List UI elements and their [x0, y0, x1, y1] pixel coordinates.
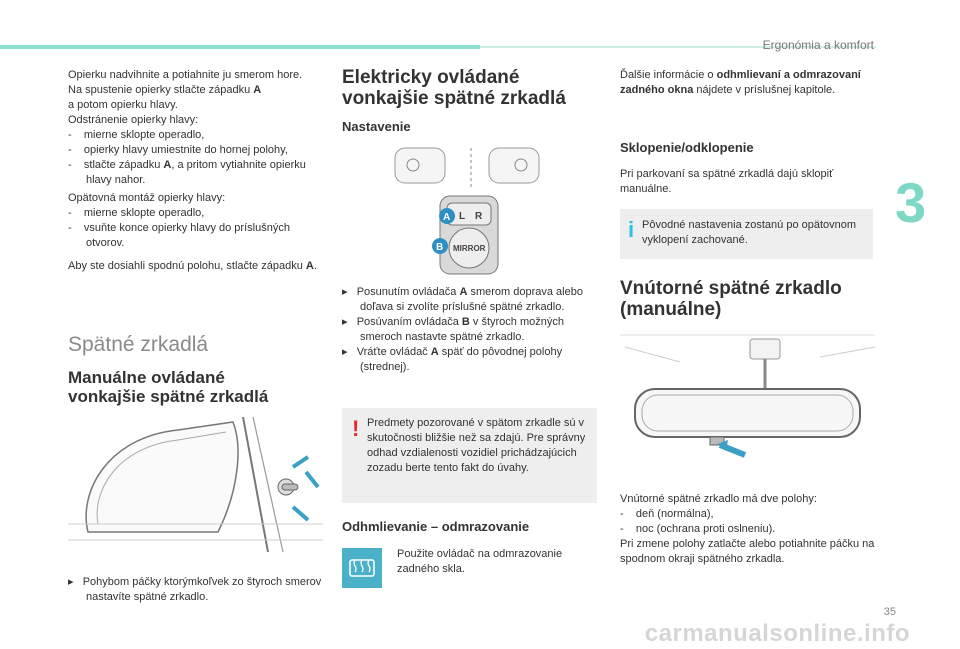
inner-mirror-text: Vnútorné spätné zrkadlo má dve polohy: - deň (normálna), - noc (ochrana proti oslneniu). Pri zmene polohy zatlačte alebo potiahnite páčku na spodnom okraji spätného zrkadla.	[620, 493, 875, 565]
more-info: Ďalšie informácie o odhmlievaní a odmrazovaní zadného okna nájdete v príslušnej kapitole.	[620, 69, 861, 96]
info-box: i Pôvodné nastavenia zostanú po opätovnom vyklopení zachované.	[620, 209, 873, 259]
svg-text:R: R	[475, 211, 483, 222]
section-header: Ergonómia a komfort	[762, 38, 874, 52]
svg-text:MIRROR: MIRROR	[453, 244, 486, 253]
fold-title: Sklopenie/odklopenie	[620, 140, 754, 155]
svg-text:L: L	[459, 211, 466, 222]
bullet-arrow-icon: ▸	[68, 576, 74, 588]
electric-mirror-steps: ▸ Posunutím ovládača A smerom doprava alebo doľava si zvolíte príslušné spätné zrkadlo. ▸ Posúvaním ovládača B v štyroch možných smeroch nastavte spätné zrkadlo. ▸ Vráťte ovládač A späť do pôvodnej polohy (strednej).	[342, 286, 583, 373]
watermark: carmanualsonline.info	[644, 620, 910, 647]
manual-mirror-title: Manuálne ovládané vonkajšie spätné zrkadlá	[68, 368, 269, 406]
headrest-instructions: Opierku nadvihnite a potiahnite ju smerom hore. Na spustenie opierky stlačte západku A a potom opierku hlavy. Odstránenie opierky hlavy: - mierne sklopte operadlo, - opierky hlavy umiestnite do hornej polohy, - stlačte západku A, a pritom vytiahnite opierku hlavy nahor. Opätovná montáž opierky hlavy: - mierne sklopte operadlo, - vsuňte konce opierky hlavy do príslušných otvorov. Aby ste dosiahli spodnú polohu, stlačte západku A.	[68, 69, 317, 272]
header-accent-bar	[0, 45, 480, 49]
warning-box: ! Predmety pozorované v spätom zrkadle sú v skutočnosti bližšie než sa zdajú. Pre správny odhad vzdialenosti vozidiel prichádzajúcich zozadu berte tento fakt do úvahy.	[342, 408, 597, 503]
defrost-title: Odhmlievanie – odmrazovanie	[342, 519, 530, 534]
svg-text:B: B	[436, 242, 444, 253]
rear-defrost-icon	[342, 548, 382, 588]
electric-mirror-title: Elektricky ovládané vonkajšie spätné zrkadlá	[342, 67, 566, 109]
manual-mirror-illustration	[68, 412, 323, 567]
bullet-arrow-icon: ▸	[342, 286, 348, 298]
inner-mirror-illustration	[620, 327, 875, 482]
settings-subtitle: Nastavenie	[342, 119, 411, 134]
inner-mirror-title: Vnútorné spätné zrkadlo (manuálne)	[620, 278, 842, 320]
bullet-arrow-icon: ▸	[342, 346, 348, 358]
chapter-number: 3	[895, 171, 927, 234]
manual-mirror-caption: ▸ Pohybom páčky ktorýmkoľvek zo štyroch smerov nastavíte spätné zrkadlo.	[68, 576, 322, 603]
bullet-arrow-icon: ▸	[342, 316, 348, 328]
defrost-text: Použite ovládač na odmrazovanie zadného skla.	[397, 548, 563, 575]
page-number: 35	[883, 606, 896, 618]
fold-text: Pri parkovaní sa spätné zrkadlá dajú sklopiť manuálne.	[620, 168, 834, 195]
info-icon: i	[628, 217, 635, 242]
svg-text:A: A	[443, 212, 451, 223]
mirror-control-illustration	[385, 143, 555, 278]
section-title: Spätné zrkadlá	[68, 333, 209, 356]
warning-icon: !	[352, 416, 360, 441]
